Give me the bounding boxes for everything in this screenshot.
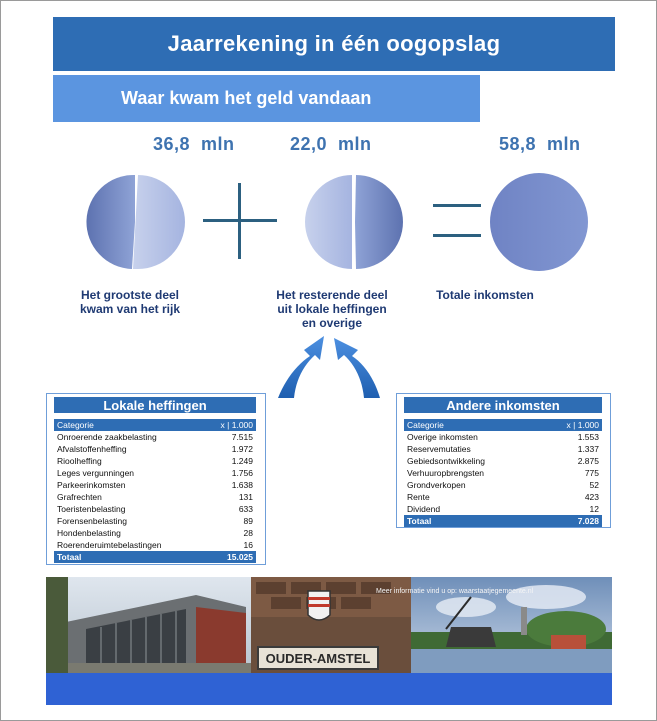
amount-totaal: 58,8 mln xyxy=(499,134,581,154)
table-row: Toeristenbelasting 633 xyxy=(57,504,253,514)
table-row: Gebiedsontwikkeling 2.875 xyxy=(407,456,599,466)
lokale-heffingen-panel xyxy=(46,393,266,565)
table-total-row: Totaal 7.028 xyxy=(404,515,602,527)
table-row: Parkeerinkomsten 1.638 xyxy=(57,480,253,490)
pie-lokaal xyxy=(303,172,407,272)
table-total-row: Totaal 15.025 xyxy=(54,551,256,563)
sign-text: OUDER-AMSTEL xyxy=(265,651,371,666)
table-header: Categorie x | 1.000 xyxy=(54,419,256,431)
table-row: Dividend 12 xyxy=(407,504,599,514)
pie-rijk-rest xyxy=(133,175,185,269)
pie-totaal xyxy=(487,171,591,273)
pie-lokaal-share xyxy=(355,175,403,269)
section-subtitle: Waar kwam het geld vandaan xyxy=(53,75,480,122)
caption-totaal: Totale inkomsten xyxy=(436,288,534,302)
plus-vertical xyxy=(238,183,241,259)
table-row: Afvalstoffenheffing 1.972 xyxy=(57,444,253,454)
table-row: Onroerende zaakbelasting 7.515 xyxy=(57,432,253,442)
footer-bar xyxy=(46,673,612,705)
amount-lokaal: 22,0 mln xyxy=(290,134,372,154)
table-row: Rioolheffing 1.249 xyxy=(57,456,253,466)
table-row: Hondenbelasting 28 xyxy=(57,528,253,538)
more-info-text: Meer informatie vind u op: waarstaatjegemeente.nl xyxy=(376,588,534,595)
amount-rijk: 36,8 mln xyxy=(153,134,235,154)
table-row: Rente 423 xyxy=(407,492,599,502)
table-row: Reservemutaties 1.337 xyxy=(407,444,599,454)
pie-totaal-full xyxy=(490,173,588,271)
lokale-heffingen-title: Lokale heffingen xyxy=(54,397,256,413)
andere-inkomsten-table xyxy=(404,419,602,527)
equals-top xyxy=(433,204,481,207)
pie-lokaal-rest xyxy=(305,175,352,269)
table-row: Grondverkopen 52 xyxy=(407,480,599,490)
table-row: Roerenderuimtebelastingen 16 xyxy=(57,540,253,550)
caption-rijk: Het grootste deel kwam van het rijk xyxy=(79,288,181,316)
lokale-heffingen-table xyxy=(54,419,256,563)
table-row: Grafrechten 131 xyxy=(57,492,253,502)
table-row: Overige inkomsten 1.553 xyxy=(407,432,599,442)
table-row: Verhuuropbrengsten 775 xyxy=(407,468,599,478)
page-title: Jaarrekening in één oogopslag xyxy=(53,17,615,71)
table-row: Forensenbelasting 89 xyxy=(57,516,253,526)
pie-rijk xyxy=(83,172,187,272)
table-row: Leges vergunningen 1.756 xyxy=(57,468,253,478)
caption-lokaal: Het resterende deel uit lokale heffingen en overige xyxy=(276,288,388,330)
table-header: Categorie x | 1.000 xyxy=(404,419,602,431)
pie-rijk-share xyxy=(86,175,135,269)
andere-inkomsten-panel xyxy=(396,393,611,528)
equals-bottom xyxy=(433,234,481,237)
arrows-up-icon xyxy=(272,330,384,400)
andere-inkomsten-title: Andere inkomsten xyxy=(404,397,602,413)
